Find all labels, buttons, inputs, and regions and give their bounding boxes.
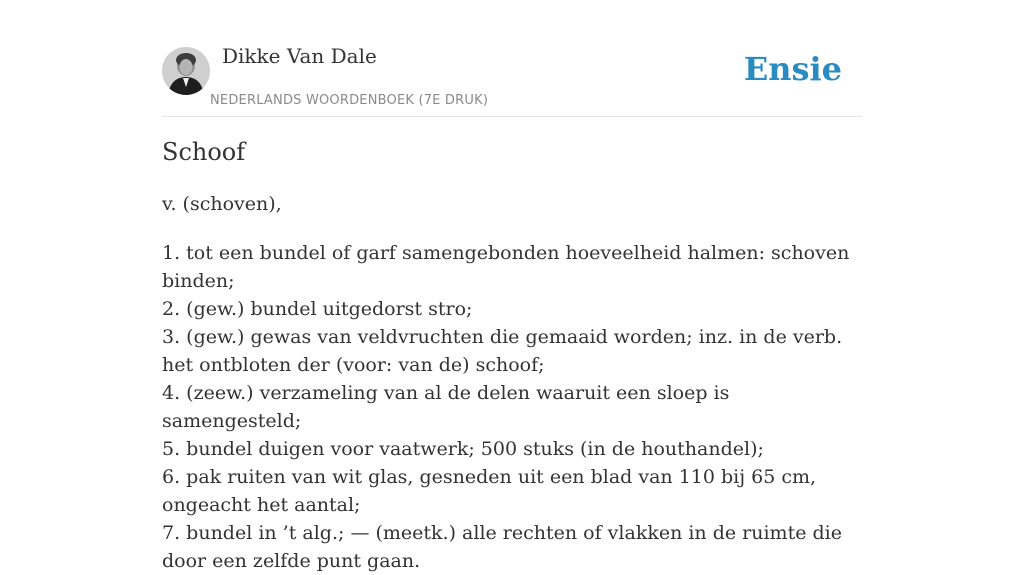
definition-list	[162, 239, 862, 575]
definition-item: 7. bundel in ’t alg.; — (meetk.) alle rechten of vlakken in de ruimte die door een zelfde punt gaan.	[162, 522, 842, 572]
entry-grammar: v. (schoven),	[162, 193, 282, 215]
definition-item: 3. (gew.) gewas van veldvruchten die gemaaid worden; inz. in de verb. het ontbloten der (voor: van de) schoof;	[162, 326, 843, 376]
header	[162, 0, 862, 117]
source-label[interactable]: NEDERLANDS WOORDENBOEK (7E DRUK)	[210, 93, 489, 108]
page-content	[162, 0, 862, 572]
author-name[interactable]: Dikke Van Dale	[222, 44, 377, 68]
definition-item: 4. (zeew.) verzameling van al de delen waaruit een sloep is samengesteld;	[162, 382, 730, 432]
definition-item: 6. pak ruiten van wit glas, gesneden uit een blad van 110 bij 65 cm, ongeacht het aantal;	[162, 466, 817, 516]
portrait-image	[162, 47, 210, 95]
entry-title: Schoof	[162, 138, 246, 166]
author-avatar[interactable]	[162, 47, 210, 95]
brand-logo[interactable]: Ensie	[743, 50, 842, 88]
definition-item: 5. bundel duigen voor vaatwerk; 500 stuks (in de houthandel);	[162, 438, 764, 460]
definition-item: 1. tot een bundel of garf samengebonden hoeveelheid halmen: schoven binden;	[162, 242, 850, 292]
definition-item: 2. (gew.) bundel uitgedorst stro;	[162, 298, 473, 320]
